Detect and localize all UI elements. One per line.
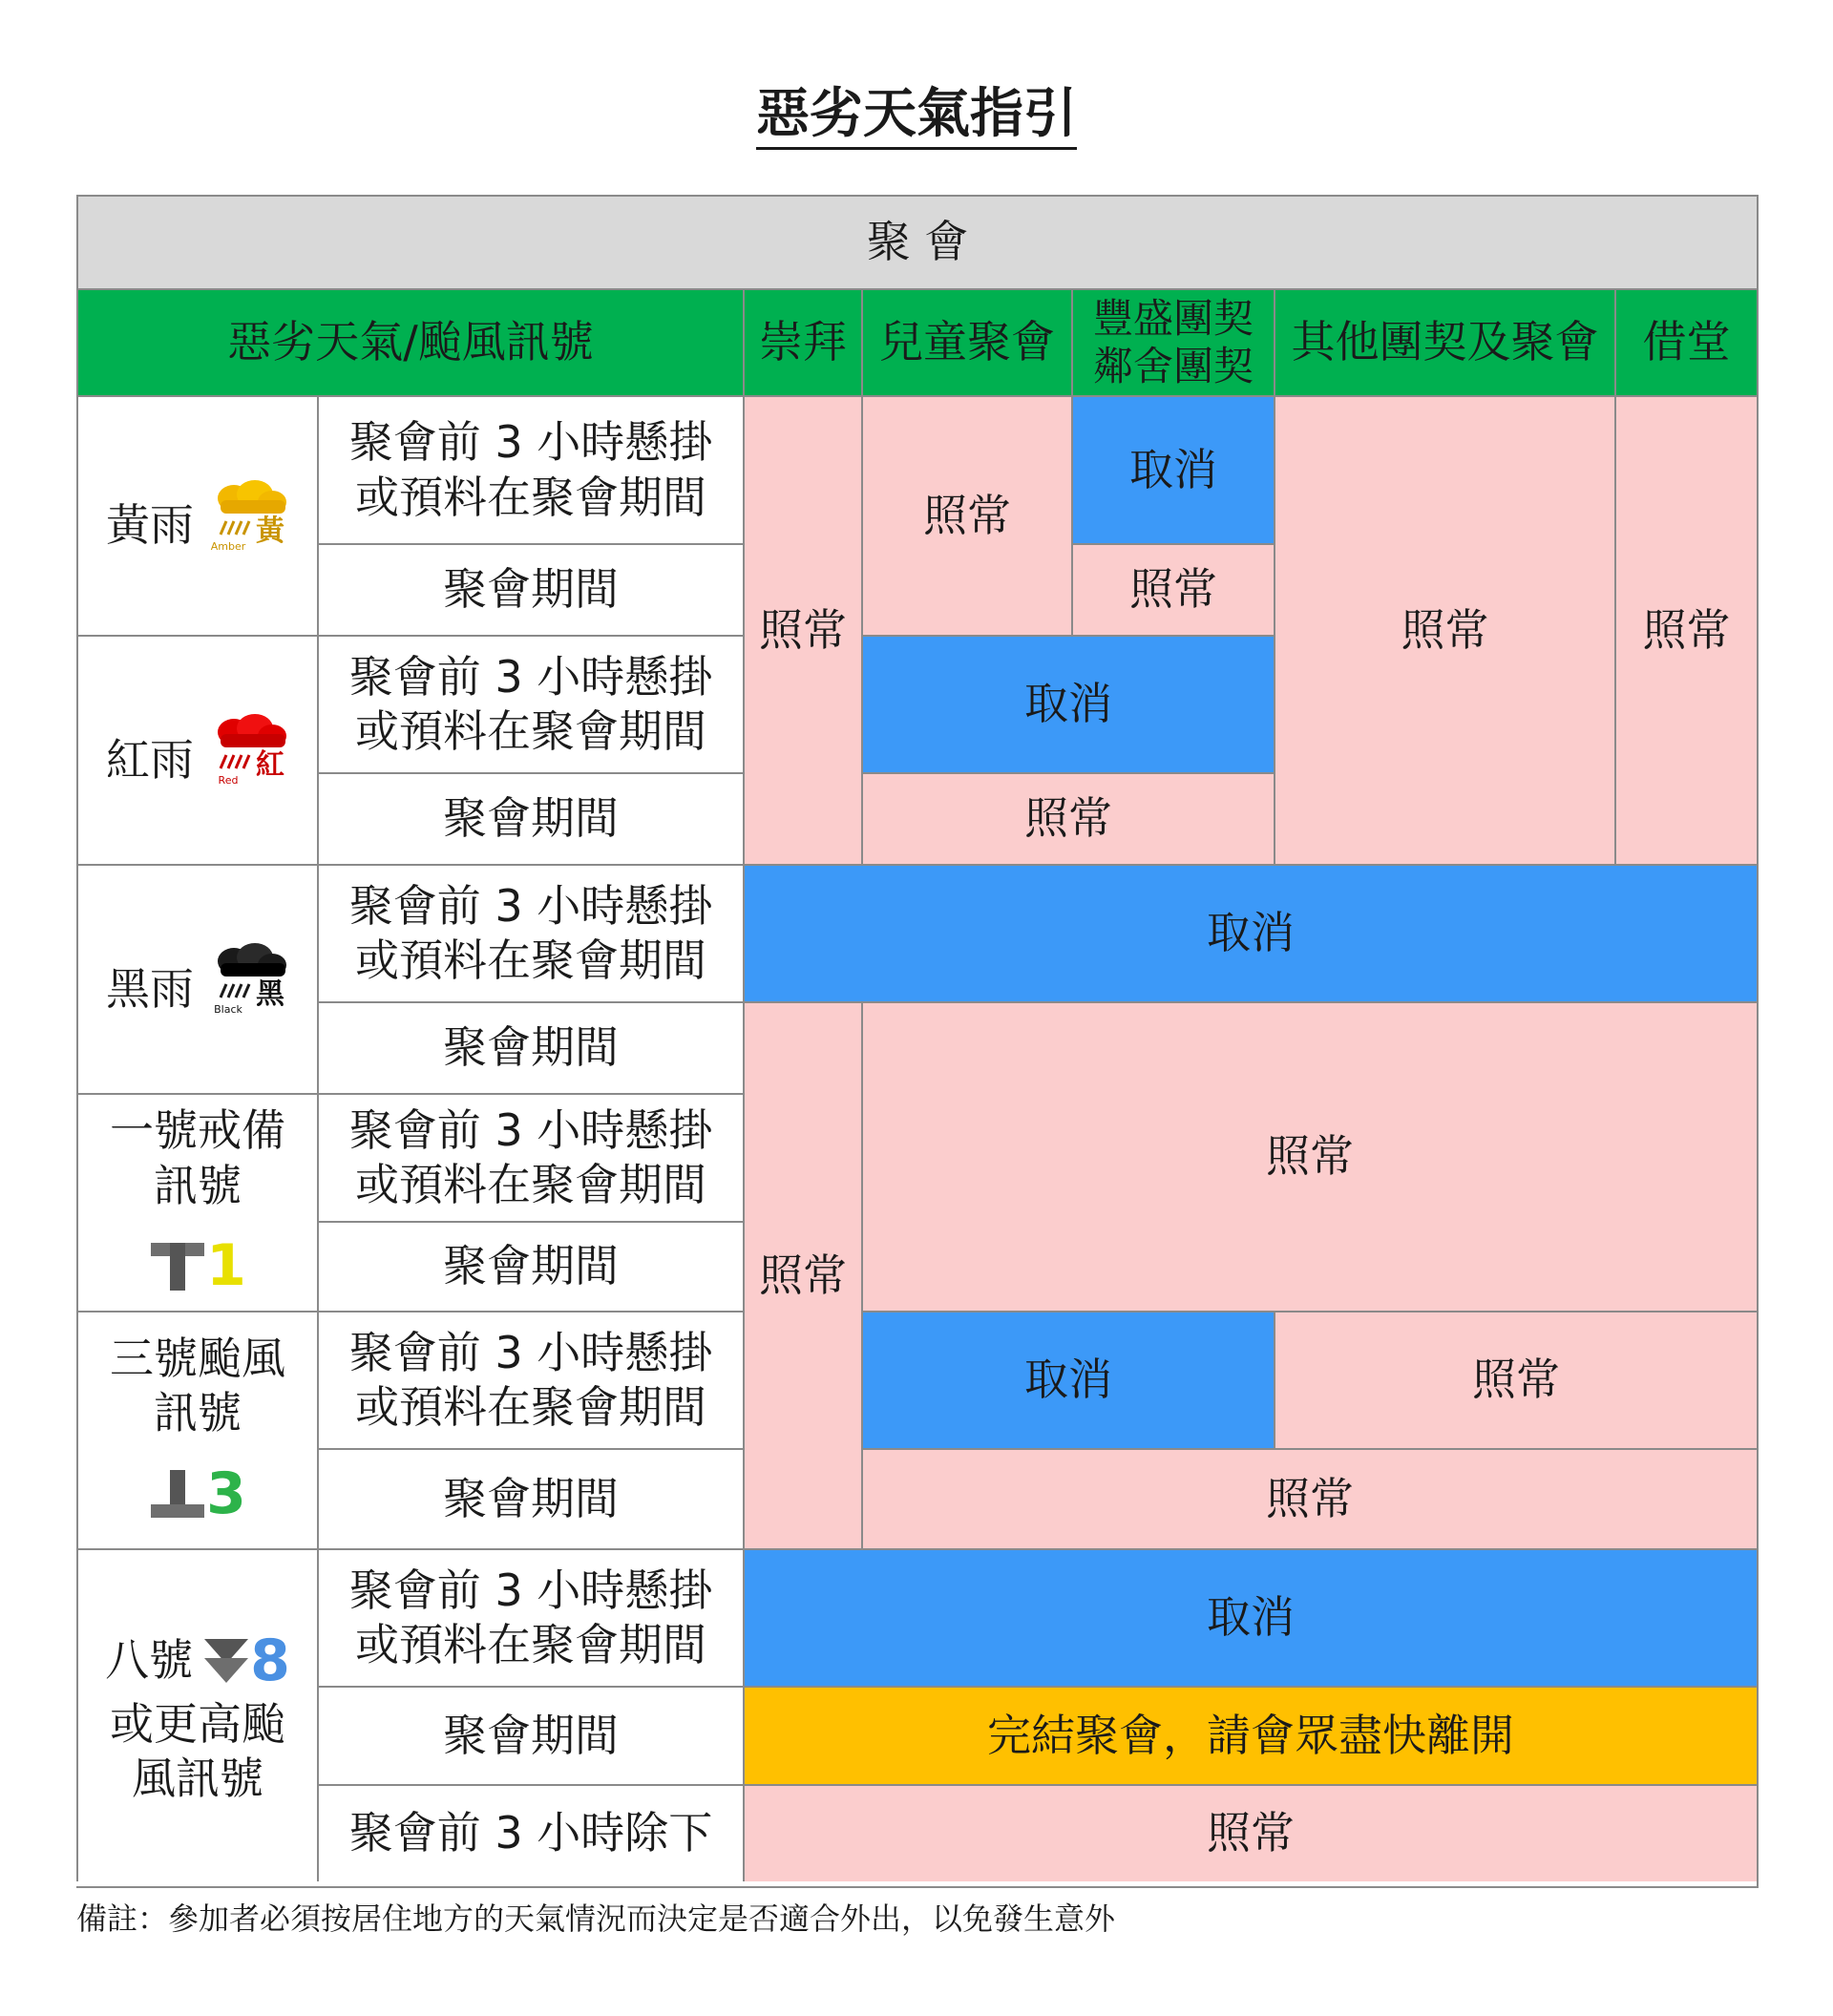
cell-all-t8-during: 完結聚會，請會眾盡快離開 xyxy=(743,1686,1757,1784)
t1-label-line1: 一號戒備 xyxy=(110,1104,285,1156)
cell-fellowship-amber-before: 取消 xyxy=(1071,395,1274,543)
amber-cond-during: 聚會期間 xyxy=(317,543,743,635)
cell-children-fellowship-red-before: 取消 xyxy=(861,635,1274,772)
row-label-red-rain xyxy=(76,635,317,864)
header-others: 其他團契及聚會 xyxy=(1274,288,1614,395)
row-label-amber-rain xyxy=(76,395,317,635)
t1-glyph-icon xyxy=(149,1239,206,1294)
t1-signal-icon xyxy=(149,1230,246,1302)
header-fellowship xyxy=(1071,288,1274,395)
header-fengsheng: 豐盛團契 xyxy=(1092,294,1254,342)
black-rain-label: 黑雨 xyxy=(106,962,194,1015)
black-cond-before: 聚會前 3 小時懸掛或預料在聚會期間 xyxy=(317,864,743,1001)
cell-all-black-before: 取消 xyxy=(743,864,1757,1001)
row-label-t3 xyxy=(76,1311,317,1548)
row-label-t1 xyxy=(76,1093,317,1311)
black-rain-icon-sub: Black xyxy=(214,1003,242,1016)
black-rain-icon-char: 黑 xyxy=(256,977,284,1011)
amber-rain-icon xyxy=(207,479,289,554)
t8-label-top xyxy=(105,1626,290,1697)
cell-others-rain: 照常 xyxy=(1274,395,1614,864)
amber-rain-icon-char: 黃 xyxy=(256,514,284,548)
cell-others-black-t1: 照常 xyxy=(861,1001,1757,1311)
t8-cond-before: 聚會前 3 小時懸掛或預料在聚會期間 xyxy=(317,1548,743,1686)
amber-cond-before: 聚會前 3 小時懸掛或預料在聚會期間 xyxy=(317,395,743,543)
t1-label-line2: 訊號 xyxy=(154,1159,242,1211)
black-rain-icon xyxy=(207,942,289,1017)
cell-children-fellowship-t3-before: 取消 xyxy=(861,1311,1274,1448)
red-rain-icon-char: 紅 xyxy=(256,748,284,782)
cell-worship-rain: 照常 xyxy=(743,395,861,864)
red-rain-label: 紅雨 xyxy=(106,733,194,786)
t8-label-line3: 風訊號 xyxy=(132,1753,263,1804)
t3-label-line1: 三號颱風 xyxy=(110,1332,285,1384)
row-label-black-rain xyxy=(76,864,317,1093)
t3-glyph-icon xyxy=(149,1466,206,1522)
t1-signal-number: 1 xyxy=(206,1232,246,1299)
t1-cond-before: 聚會前 3 小時懸掛或預料在聚會期間 xyxy=(317,1093,743,1221)
t3-cond-before: 聚會前 3 小時懸掛或預料在聚會期間 xyxy=(317,1311,743,1448)
cell-hall-rain: 照常 xyxy=(1614,395,1757,864)
black-cond-during: 聚會期間 xyxy=(317,1001,743,1093)
header-neighbour: 鄰舍團契 xyxy=(1092,343,1254,389)
header-worship: 崇拜 xyxy=(743,288,861,395)
amber-rain-icon-sub: Amber xyxy=(210,539,246,553)
t8-glyph-icon xyxy=(202,1635,250,1687)
table-super-header: 聚 會 xyxy=(76,195,1757,288)
cell-all-t8-lowered: 照常 xyxy=(743,1784,1757,1881)
t3-label-line2: 訊號 xyxy=(154,1387,242,1438)
red-cond-before: 聚會前 3 小時懸掛或預料在聚會期間 xyxy=(317,635,743,772)
cell-fellowship-amber-during: 照常 xyxy=(1071,543,1274,635)
cell-children-amber: 照常 xyxy=(861,395,1071,635)
t8-label-line1: 八號 xyxy=(105,1634,194,1687)
amber-rain-label: 黃雨 xyxy=(106,499,194,551)
t8-signal-icon xyxy=(202,1626,290,1697)
t3-signal-icon xyxy=(149,1459,246,1530)
page-title: 惡劣天氣指引 xyxy=(0,76,1833,153)
t1-cond-during: 聚會期間 xyxy=(317,1221,743,1311)
t8-cond-during: 聚會期間 xyxy=(317,1686,743,1784)
t8-signal-number: 8 xyxy=(250,1627,290,1694)
header-weather: 惡劣天氣/颱風訊號 xyxy=(76,288,743,395)
cell-worship-signal: 照常 xyxy=(743,1001,861,1548)
red-cond-during: 聚會期間 xyxy=(317,772,743,864)
red-rain-icon xyxy=(207,713,289,788)
header-children: 兒童聚會 xyxy=(861,288,1071,395)
cell-others-t3-during: 照常 xyxy=(861,1448,1757,1548)
t3-signal-number: 3 xyxy=(206,1460,246,1527)
t8-cond-lowered: 聚會前 3 小時除下 xyxy=(317,1784,743,1881)
row-label-t8 xyxy=(76,1548,317,1881)
cell-others-hall-t3-before: 照常 xyxy=(1274,1311,1757,1448)
footnote: 備註：參加者必須按居住地方的天氣情況而決定是否適合外出，以免發生意外 xyxy=(76,1900,1116,1937)
cell-all-t8-before: 取消 xyxy=(743,1548,1757,1686)
t3-cond-during: 聚會期間 xyxy=(317,1448,743,1548)
header-hall: 借堂 xyxy=(1614,288,1757,395)
red-rain-icon-sub: Red xyxy=(218,774,239,787)
weather-guideline-table xyxy=(76,195,1759,1888)
cell-children-fellowship-red-during: 照常 xyxy=(861,772,1274,864)
t8-label-line2: 或更高颱 xyxy=(110,1697,285,1750)
